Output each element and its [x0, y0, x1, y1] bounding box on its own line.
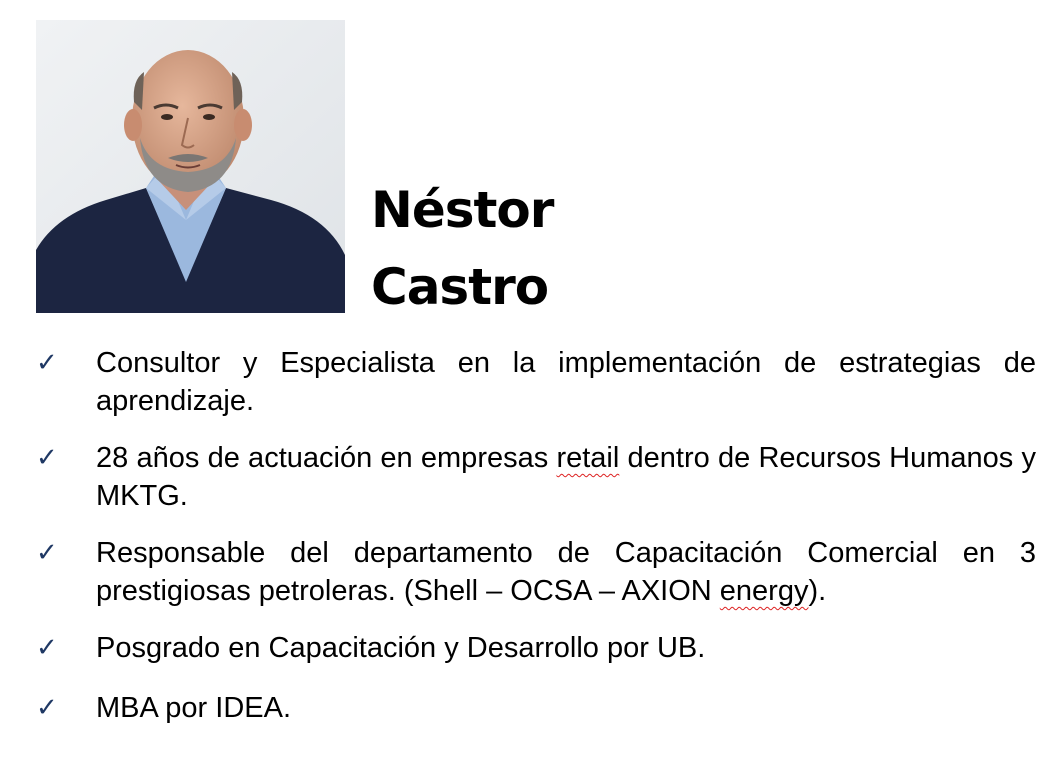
person-portrait-icon: [36, 20, 345, 313]
person-name: [371, 172, 553, 326]
bullet-text: [96, 439, 1036, 515]
first-name: Néstor: [371, 181, 554, 239]
bullet-text: Consultor y Especialista en la implementación de estrategias de aprendizaje.: [96, 347, 1036, 417]
bullet-text: MBA por IDEA.: [96, 692, 292, 724]
spellcheck-flagged-word: energy: [719, 575, 809, 607]
checkmark-icon: ✓: [36, 443, 58, 473]
last-name: Castro: [371, 258, 549, 316]
list-item: [36, 534, 1036, 610]
bullet-text-part: ).: [808, 575, 827, 607]
credentials-list: [36, 344, 1036, 746]
spellcheck-flagged-word: retail: [556, 442, 620, 474]
checkmark-icon: ✓: [36, 633, 58, 663]
bullet-text: Posgrado en Capacitación y Desarrollo por UB.: [96, 632, 706, 664]
profile-photo: [36, 20, 345, 313]
list-item: [36, 689, 1036, 727]
list-item: [36, 629, 1036, 667]
list-item: [36, 344, 1036, 420]
checkmark-icon: ✓: [36, 348, 58, 378]
bullet-text-part: dentro de Recursos Humanos y MKTG.: [96, 442, 1036, 512]
bullet-text: [96, 534, 1036, 610]
checkmark-icon: ✓: [36, 693, 58, 723]
checkmark-icon: ✓: [36, 538, 58, 568]
list-item: [36, 439, 1036, 515]
bullet-text-part: Responsable del departamento de Capacitación Comercial en 3 prestigiosas petroleras. (Shell – OCSA – AXION: [96, 537, 1036, 607]
bullet-text-part: 28 años de actuación en empresas: [96, 442, 557, 474]
